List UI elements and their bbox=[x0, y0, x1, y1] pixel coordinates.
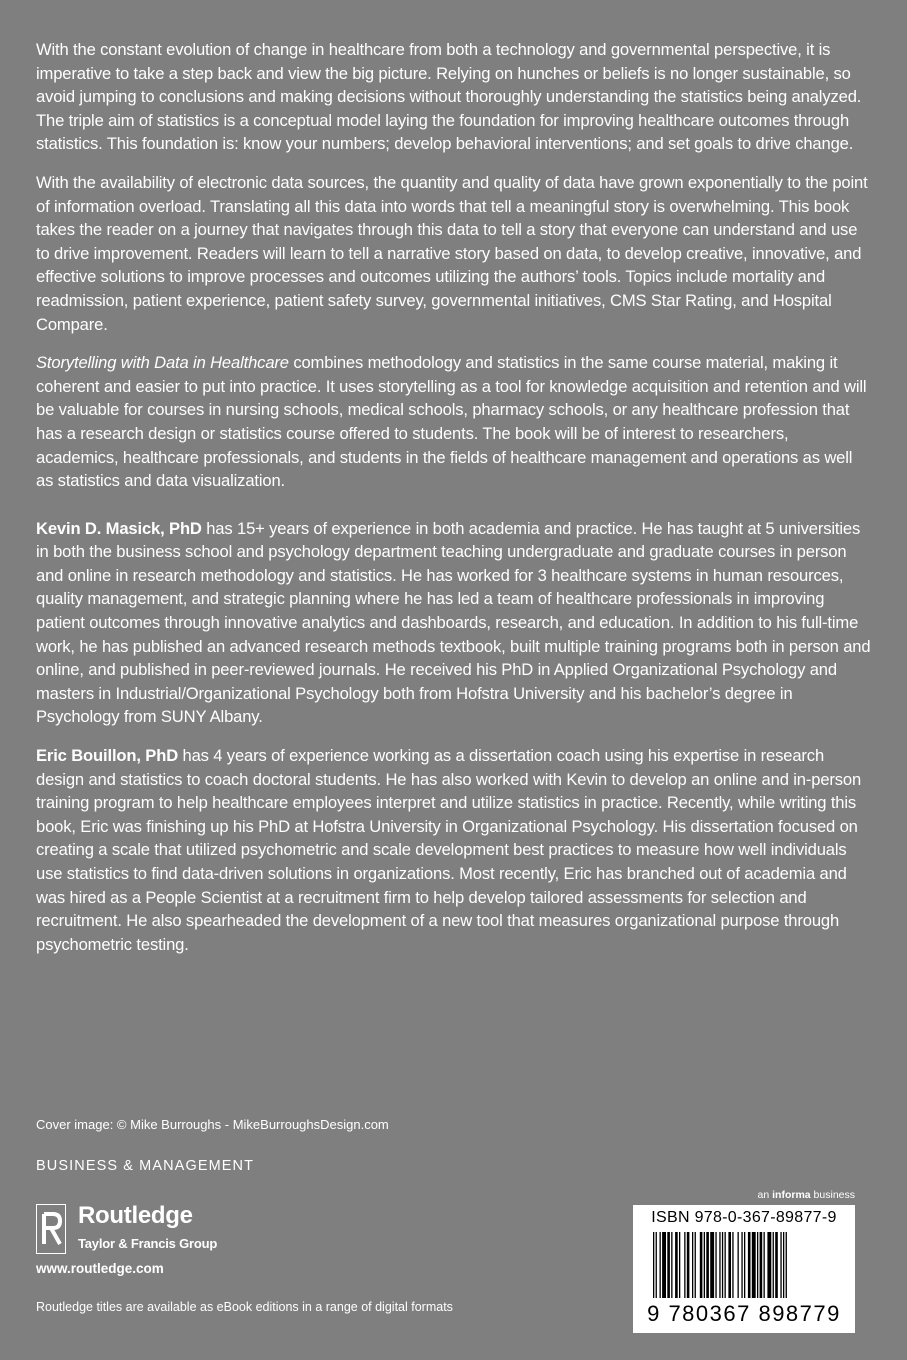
barcode-bar bbox=[715, 1232, 716, 1298]
barcode-bar bbox=[675, 1232, 678, 1298]
barcode-bar bbox=[706, 1232, 709, 1298]
barcode-bars bbox=[651, 1232, 837, 1300]
barcode-bar bbox=[687, 1232, 690, 1298]
back-cover-blurb bbox=[36, 38, 872, 971]
author-bio-masick: Kevin D. Masick, PhD has 15+ years of experience in both academia and practice. He has taught at 5 universities in both the business school and psychology department teaching undergraduate and graduate courses in person and online in research methodology and statistics. He has worked for 3 healthcare systems in human resources, quality management, and strategic planning where he has led a team of healthcare professionals in improving patient outcomes through innovative analytics and dashboards, research, and education. In addition to his full-time work, he has published an advanced research methods textbook, built multiple training programs both in person and online, and published in peer-reviewed journals. He received his PhD in Applied Organizational Psychology and masters in Industrial/Organizational Psychology both from Hofstra University and his bachelor’s degree in Psychology from SUNY Albany. bbox=[36, 518, 871, 727]
ebook-availability-note: Routledge titles are available as eBook editions in a range of digital formats bbox=[36, 1300, 453, 1314]
barcode-bar bbox=[656, 1232, 657, 1298]
barcode-bar bbox=[660, 1232, 661, 1298]
barcode-bar bbox=[710, 1232, 714, 1298]
author-bio-bouillon: Eric Bouillon, PhD has 4 years of experience working as a dissertation coach using his expertise in research design and statistics to coach doctoral students. He has also worked with Kevin to develop an online and in-person training program to help healthcare employees interpret and utilize statistics in practice. Recently, while writing this book, Eric was finishing up his PhD at Hofstra University in Organizational Psychology. His dissertation focused on creating a scale that utilized psychometric and scale development best practices to measure how well individuals use statistics to find data-driven solutions in organizations. Most recently, Eric has branched out of academia and was hired as a People Scientist at a recruitment firm to help develop tailored assessments for selection and recruitment. He also spearheaded the development of a new tool that measures organizational purpose through psychometric testing. bbox=[36, 746, 862, 954]
routledge-r-icon bbox=[36, 1204, 66, 1254]
barcode-bar bbox=[695, 1232, 696, 1298]
barcode-bar bbox=[700, 1232, 703, 1298]
subject-category: BUSINESS & MANAGEMENT bbox=[36, 1158, 255, 1174]
barcode-bar bbox=[764, 1232, 765, 1298]
barcode-bar bbox=[653, 1232, 654, 1298]
description-paragraph-1: With the constant evolution of change in healthcare from both a technology and governmental perspective, it is imperative to take a step back and view the big picture. Relying on hunches or beliefs is no longer sustainable, so avoid jumping to conclusions and making decisions without thoroughly understanding the statistics being analyzed. The triple aim of statistics is a conceptual model laying the foundation for improving healthcare outcomes through statistics. This foundation is: know your numbers; develop behavioral interventions; and set goals to drive change. bbox=[36, 40, 862, 154]
barcode-bar bbox=[725, 1232, 726, 1298]
isbn-barcode bbox=[633, 1205, 855, 1333]
barcode-bar bbox=[704, 1232, 705, 1298]
barcode-bar bbox=[752, 1232, 756, 1298]
barcode-bar bbox=[775, 1232, 778, 1298]
barcode-bar bbox=[773, 1232, 774, 1298]
barcode-bar bbox=[692, 1232, 693, 1298]
isbn-label: ISBN 978-0-367-89877-9 bbox=[651, 1209, 837, 1226]
barcode-bar bbox=[760, 1232, 763, 1298]
barcode-bar bbox=[671, 1232, 672, 1298]
barcode-bar bbox=[667, 1232, 670, 1298]
barcode-bar bbox=[728, 1232, 731, 1298]
book-title: Storytelling with Data in Healthcare bbox=[36, 353, 289, 373]
barcode-bar bbox=[757, 1232, 758, 1298]
author-name-bouillon: Eric Bouillon, PhD bbox=[36, 746, 179, 766]
barcode-bar bbox=[744, 1232, 745, 1298]
barcode-bar bbox=[741, 1232, 742, 1298]
barcode-bar bbox=[786, 1232, 787, 1298]
barcode-bar bbox=[783, 1232, 784, 1298]
publisher-group: Taylor & Francis Group bbox=[78, 1236, 218, 1251]
barcode-digits: 9 780367 898779 bbox=[647, 1301, 841, 1326]
barcode-bar bbox=[722, 1232, 723, 1298]
barcode-bar bbox=[738, 1232, 739, 1298]
barcode-bar bbox=[767, 1232, 771, 1298]
barcode-bar bbox=[684, 1232, 685, 1298]
barcode-bar bbox=[679, 1232, 680, 1298]
barcode-bar bbox=[719, 1232, 720, 1298]
publisher-website-link[interactable]: www.routledge.com bbox=[36, 1261, 164, 1276]
barcode-bar bbox=[662, 1232, 666, 1298]
informa-business-label: an informa business bbox=[757, 1189, 855, 1201]
description-paragraph-2: With the availability of electronic data sources, the quantity and quality of data have grown exponentially to the point of information overload. Translating all this data into words that tell a meaningful story is overwhelming. This book takes the reader on a journey that navigates through this data to tell a story that everyone can understand and use to drive improvement. Readers will learn to tell a narrative story based on data, to develop creative, innovative, and effective solutions to improve processes and outcomes utilizing the authors’ tools. Topics include mortality and readmission, patient experience, patient safety survey, governmental initiatives, CMS Star Rating, and Hospital Compare. bbox=[36, 172, 868, 334]
cover-image-credit: Cover image: © Mike Burroughs - MikeBurroughsDesign.com bbox=[36, 1117, 389, 1132]
description-paragraph-3: Storytelling with Data in Healthcare combines methodology and statistics in the same course material, making it coherent and easier to put into practice. It uses storytelling as a tool for knowledge acquisition and retention and will be valuable for courses in nursing schools, medical schools, pharmacy schools, or any healthcare profession that has a research design or statistics course offered to students. The book will be of interest to researchers, academics, healthcare professionals, and students in the fields of healthcare management and operations as well as statistics and data visualization. bbox=[36, 353, 867, 491]
barcode-bar bbox=[748, 1232, 751, 1298]
barcode-bar bbox=[732, 1232, 733, 1298]
barcode-bar bbox=[780, 1232, 781, 1298]
publisher-name: Routledge bbox=[78, 1202, 193, 1229]
routledge-logo bbox=[36, 1200, 226, 1256]
author-name-masick: Kevin D. Masick, PhD bbox=[36, 518, 202, 538]
